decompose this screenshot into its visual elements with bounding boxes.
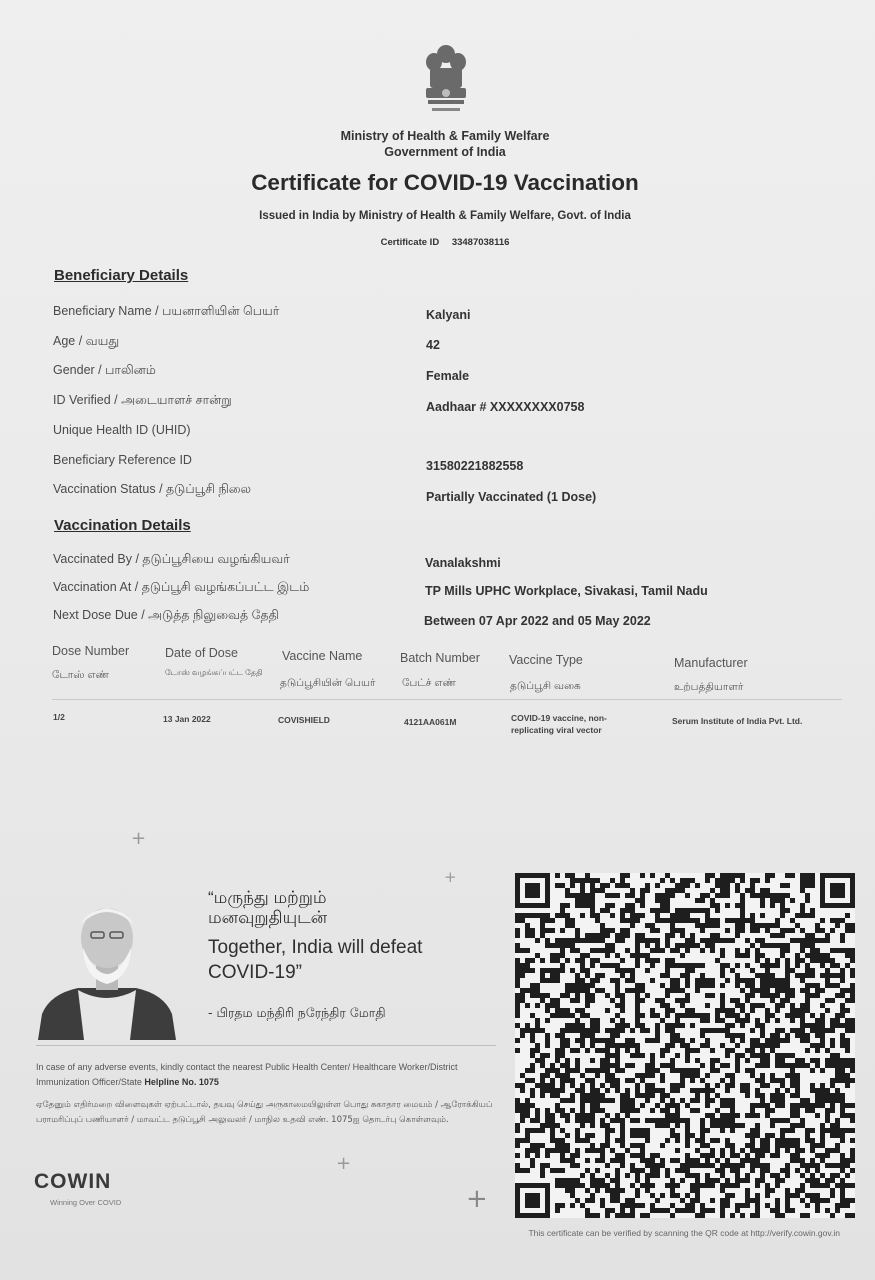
adverse-events-notice-tamil: ஏதேனும் எதிர்மறை விளைவுகள் ஏற்பட்டால், தயவு செய்து அருகாமையிலுள்ள பொது சுகாதார மையம் / ஆரோக்கியப் பராமரிப்புப் பணியாளர் / மாவட்ட தடுப்பூசி அலுவலர் / மாநில உதவி எண். 1075ஐ தொடர்பு கொள்ளவும். bbox=[36, 1100, 493, 1125]
issued-by: Issued in India by Ministry of Health & Family Welfare, Govt. of India bbox=[259, 210, 631, 222]
cell-date: 13 Jan 2022 bbox=[163, 714, 211, 724]
detail-label: Vaccinated By / தடுப்பூசியை வழங்கியவர் bbox=[53, 552, 290, 566]
detail-label: ID Verified / அடையாளச் சான்று bbox=[53, 393, 232, 407]
cowin-logo: COWIN bbox=[34, 1170, 112, 1193]
prime-minister-portrait bbox=[38, 902, 176, 1040]
qr-code bbox=[515, 873, 855, 1218]
cowin-tagline: Winning Over COVID bbox=[50, 1198, 122, 1207]
cell-manufacturer: Serum Institute of India Pvt. Ltd. bbox=[672, 716, 803, 726]
detail-value: Between 07 Apr 2022 and 05 May 2022 bbox=[424, 614, 651, 628]
col-batch-number: Batch Number bbox=[400, 651, 480, 665]
cell-vaccine: COVISHIELD bbox=[278, 715, 330, 725]
detail-row bbox=[53, 304, 833, 324]
national-emblem-icon bbox=[420, 42, 472, 122]
col-manufacturer: Manufacturer bbox=[674, 656, 748, 670]
adverse-events-notice bbox=[36, 1060, 496, 1090]
table-divider bbox=[52, 699, 842, 700]
detail-row bbox=[53, 334, 833, 354]
detail-label: Next Dose Due / அடுத்த நிலுவைத் தேதி bbox=[53, 608, 279, 622]
detail-row bbox=[53, 363, 833, 383]
beneficiary-heading: Beneficiary Details bbox=[54, 267, 189, 284]
detail-label: Beneficiary Reference ID bbox=[53, 453, 192, 467]
ministry-name bbox=[0, 128, 875, 160]
detail-value: TP Mills UPHC Workplace, Sivakasi, Tamil Nadu bbox=[425, 584, 708, 598]
plus-mark-icon: + bbox=[336, 1153, 352, 1174]
plus-mark-icon: + bbox=[466, 1184, 488, 1214]
certificate-id-value: 33487038116 bbox=[451, 237, 510, 248]
plus-mark-icon: + bbox=[444, 868, 457, 886]
detail-row bbox=[53, 482, 833, 502]
government-line: Government of India bbox=[384, 145, 506, 159]
detail-value: Female bbox=[426, 369, 470, 383]
detail-label: Gender / பாலினம் bbox=[53, 363, 156, 377]
detail-value: Partially Vaccinated (1 Dose) bbox=[426, 490, 597, 504]
plus-mark-icon: + bbox=[131, 828, 147, 849]
col-vaccine-name-ta: தடுப்பூசியின் பெயர் bbox=[280, 677, 376, 689]
detail-label: Age / வயது bbox=[53, 334, 120, 348]
col-vaccine-name: Vaccine Name bbox=[282, 649, 363, 663]
detail-value: Kalyani bbox=[426, 308, 471, 322]
quote-english: Together, India will defeat COVID-19” bbox=[208, 937, 423, 983]
col-dose-number-ta: டோஸ் எண் bbox=[52, 669, 110, 681]
ministry-line: Ministry of Health & Family Welfare bbox=[340, 129, 550, 143]
detail-row bbox=[53, 453, 833, 473]
section-divider bbox=[36, 1045, 496, 1046]
cell-dose: 1/2 bbox=[53, 712, 65, 722]
col-date-of-dose-ta: டோஸ் வழங்கப்பட்ட தேதி bbox=[165, 668, 263, 677]
detail-row bbox=[53, 608, 833, 628]
quote-attribution: - பிரதம மந்திரி நரேந்திர மோதி bbox=[208, 1005, 386, 1020]
detail-value: 31580221882558 bbox=[426, 459, 524, 473]
detail-value: Vanalakshmi bbox=[425, 556, 501, 570]
col-manufacturer-ta: உற்பத்தியாளர் bbox=[674, 681, 744, 693]
detail-label: Unique Health ID (UHID) bbox=[53, 423, 191, 437]
quote-tamil: “மருந்து மற்றும் மனவுறுதியுடன் bbox=[208, 888, 328, 927]
certificate-id-label: Certificate ID bbox=[380, 237, 440, 248]
notice-text: In case of any adverse events, kindly contact the nearest Public Health Center/ Healthcare Worker/District Immunization Officer/State bbox=[36, 1062, 458, 1087]
detail-label: Vaccination Status / தடுப்பூசி நிலை bbox=[53, 482, 252, 496]
certificate-title: Certificate for COVID-19 Vaccination bbox=[251, 170, 639, 195]
col-vaccine-type: Vaccine Type bbox=[509, 653, 583, 667]
certificate-id bbox=[0, 237, 875, 248]
detail-row bbox=[53, 393, 833, 413]
vaccination-heading: Vaccination Details bbox=[54, 517, 191, 534]
detail-label: Beneficiary Name / பயனாளியின் பெயர் bbox=[53, 304, 280, 318]
detail-row bbox=[53, 552, 833, 572]
detail-value: 42 bbox=[426, 338, 440, 352]
col-dose-number: Dose Number bbox=[52, 644, 130, 658]
detail-row bbox=[53, 423, 833, 443]
detail-value: Aadhaar # XXXXXXXX0758 bbox=[426, 400, 585, 414]
verify-instructions: This certificate can be verified by scanning the QR code at http://verify.cowin.gov.in bbox=[528, 1228, 840, 1238]
col-date-of-dose: Date of Dose bbox=[165, 646, 238, 660]
detail-label: Vaccination At / தடுப்பூசி வழங்கப்பட்ட இடம் bbox=[53, 580, 310, 594]
cell-batch: 4121AA061M bbox=[404, 717, 457, 727]
col-vaccine-type-ta: தடுப்பூசி வகை bbox=[510, 680, 581, 692]
detail-row bbox=[53, 580, 833, 600]
col-batch-number-ta: பேட்ச் எண் bbox=[402, 677, 456, 689]
cell-type: COVID-19 vaccine, non-replicating viral vector bbox=[511, 713, 607, 735]
helpline-number: Helpline No. 1075 bbox=[144, 1077, 219, 1087]
